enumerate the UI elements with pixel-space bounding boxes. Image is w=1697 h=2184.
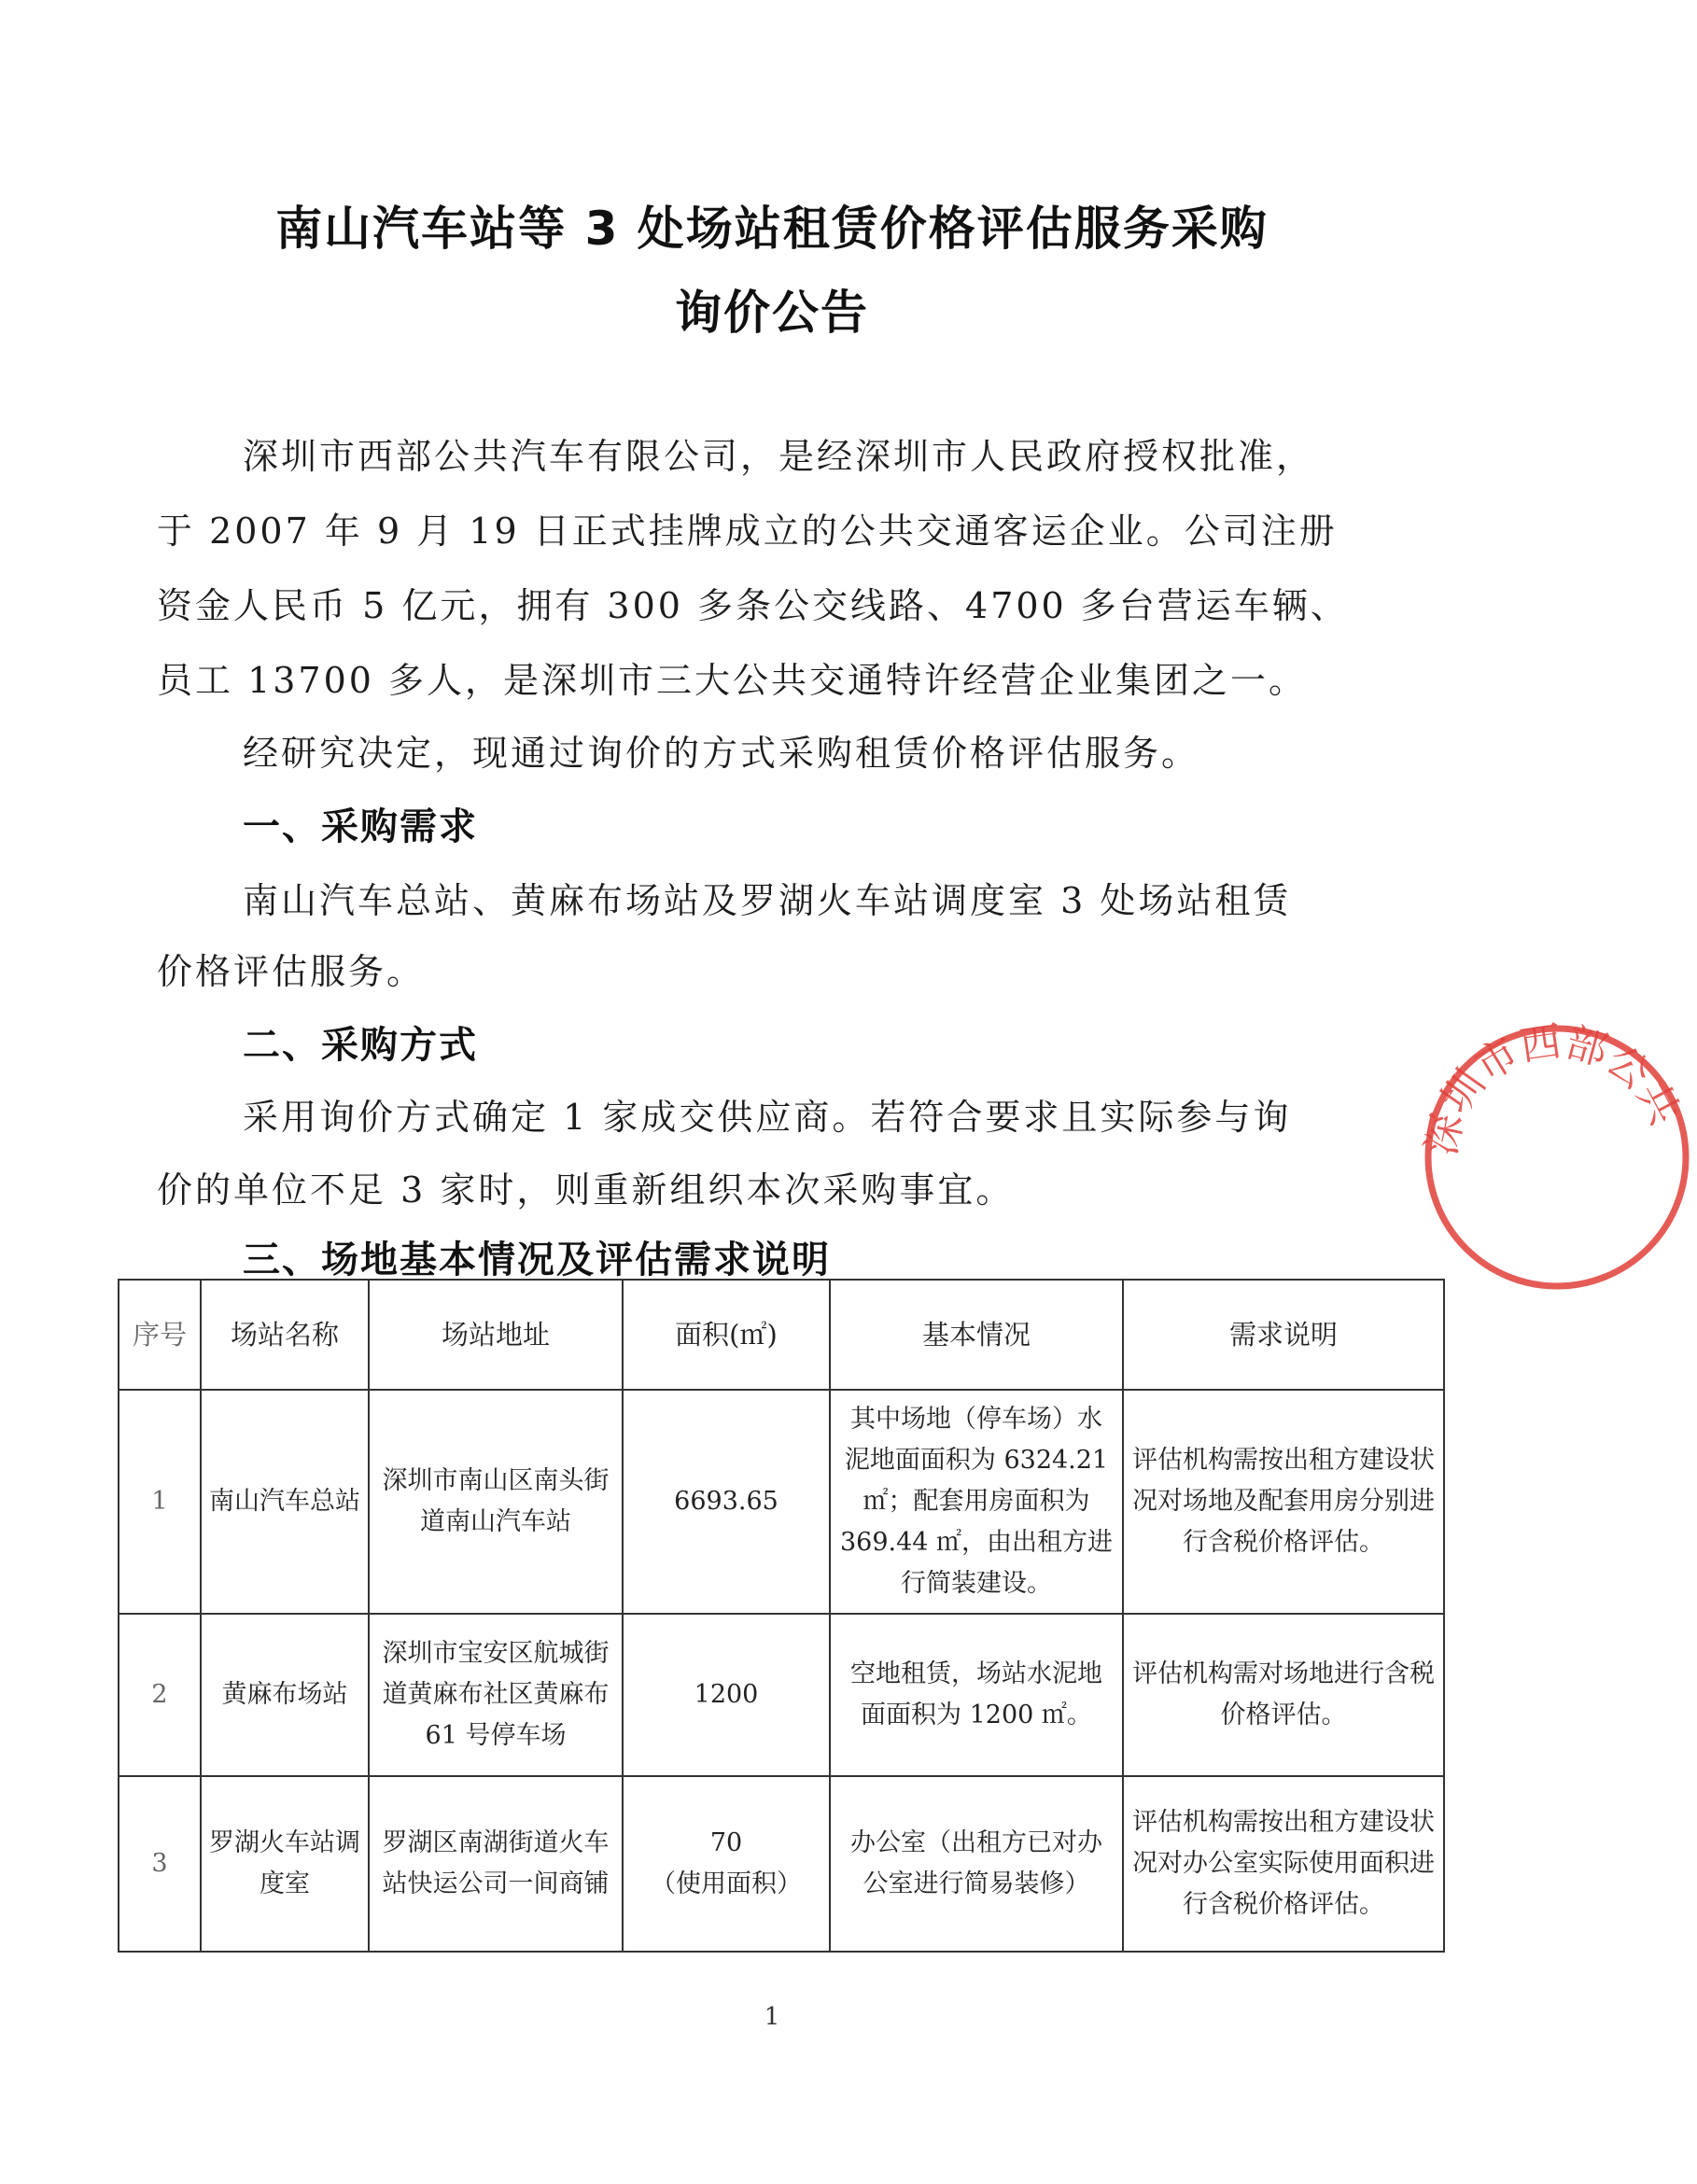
section3-heading: 三、场地基本情况及评估需求说明 <box>243 1239 831 1281</box>
cell-area-value: 1200 <box>694 1680 759 1709</box>
section2-line-1: 采用询价方式确定 1 家成交供应商。若符合要求且实际参与询 <box>243 1097 1292 1138</box>
section2-heading: 二、采购方式 <box>243 1024 478 1067</box>
header-situation: 基本情况 <box>830 1280 1123 1390</box>
header-area: 面积(㎡) <box>623 1280 830 1390</box>
intro-line-3: 资金人民币 5 亿元，拥有 300 多条公交线路、4700 多台营运车辆、 <box>157 585 1349 626</box>
cell-requirement: 评估机构需对场地进行含税价格评估。 <box>1123 1614 1444 1776</box>
cell-situation: 办公室（出租方已对办公室进行简易装修） <box>830 1776 1123 1952</box>
cell-site-name: 罗湖火车站调度室 <box>201 1776 369 1952</box>
cell-situation: 其中场地（停车场）水泥地面面积为 6324.21 ㎡；配套用房面积为 369.44 ㎡，由出租方进行简装建设。 <box>830 1390 1123 1614</box>
cell-area-value: 6693.65 <box>674 1487 778 1516</box>
cell-situation: 空地租赁，场站水泥地面面积为 1200 ㎡。 <box>830 1614 1123 1776</box>
table-row <box>119 1776 1444 1952</box>
section1-heading: 一、采购需求 <box>243 805 478 848</box>
cell-seq: 1 <box>119 1390 201 1614</box>
intro-line-1: 深圳市西部公共汽车有限公司，是经深圳市人民政府授权批准， <box>243 436 1315 477</box>
cell-area <box>623 1776 830 1952</box>
svg-text:深圳市西部公共 <box>1418 1017 1689 1159</box>
intro-line-2: 于 2007 年 9 月 19 日正式挂牌成立的公共交通客运企业。公司注册 <box>157 511 1338 552</box>
cell-area <box>623 1390 830 1614</box>
cell-area <box>623 1614 830 1776</box>
section2-line-2: 价的单位不足 3 家时，则重新组织本次采购事宜。 <box>157 1169 1015 1211</box>
table-row <box>119 1614 1444 1776</box>
cell-requirement: 评估机构需按出租方建设状况对场地及配套用房分别进行含税价格评估。 <box>1123 1390 1444 1614</box>
page-number: 1 <box>764 2003 780 2031</box>
intro-line-4: 员工 13700 多人，是深圳市三大公共交通特许经营企业集团之一。 <box>157 660 1308 701</box>
cell-area-value: 70 <box>709 1828 743 1857</box>
cell-seq: 3 <box>119 1776 201 1952</box>
cell-site-name: 黄麻布场站 <box>201 1614 369 1776</box>
header-seq: 序号 <box>119 1280 201 1390</box>
intro-line-5: 经研究决定，现通过询价的方式采购租赁价格评估服务。 <box>243 733 1200 774</box>
section1-line-1: 南山汽车总站、黄麻布场站及罗湖火车站调度室 3 处场站租赁 <box>243 880 1292 921</box>
cell-seq: 2 <box>119 1614 201 1776</box>
header-site-name: 场站名称 <box>201 1280 369 1390</box>
document-title-line2: 询价公告 <box>675 286 869 340</box>
seal-text: 深圳市西部公共 <box>1417 1017 1689 1159</box>
header-requirement: 需求说明 <box>1123 1280 1444 1390</box>
section1-line-2: 价格评估服务。 <box>157 951 426 992</box>
site-table <box>118 1279 1445 1953</box>
cell-site-address: 罗湖区南湖街道火车站快运公司一间商铺 <box>369 1776 623 1952</box>
header-site-address: 场站地址 <box>369 1280 623 1390</box>
company-seal-stamp <box>1417 1017 1697 1297</box>
cell-area-note: （使用面积） <box>651 1869 802 1898</box>
cell-site-address: 深圳市宝安区航城街道黄麻布社区黄麻布 61 号停车场 <box>369 1614 623 1776</box>
document-title-line1: 南山汽车站等 3 处场站租赁价格评估服务采购 <box>275 202 1269 256</box>
table-header-row <box>119 1280 1444 1390</box>
table-row <box>119 1390 1444 1614</box>
cell-site-name: 南山汽车总站 <box>201 1390 369 1614</box>
cell-site-address: 深圳市南山区南头街道南山汽车站 <box>369 1390 623 1614</box>
cell-requirement: 评估机构需按出租方建设状况对办公室实际使用面积进行含税价格评估。 <box>1123 1776 1444 1952</box>
